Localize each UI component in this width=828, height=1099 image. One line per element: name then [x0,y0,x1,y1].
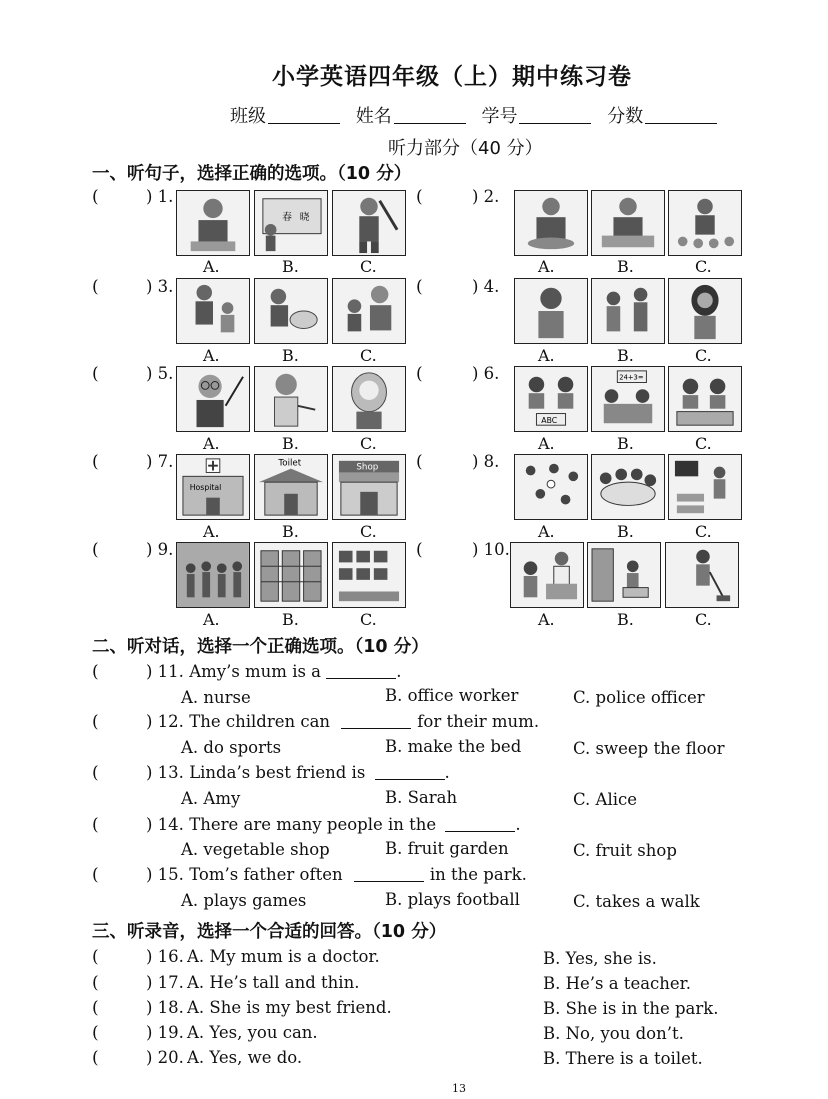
score-blank[interactable] [645,107,717,124]
option-a[interactable]: A. Yes, we do. [187,1048,303,1067]
option-label-b: B. [617,346,634,365]
q9-option-c-image[interactable] [332,542,406,608]
option-label-a: A. [538,522,555,541]
page-number: 13 [452,1082,466,1095]
student-info-line [230,102,727,128]
option-a[interactable]: A. plays games [181,891,307,910]
option-b[interactable]: B. Yes, she is. [543,949,657,968]
option-label-c: C. [360,522,377,541]
option-a[interactable]: A. He’s tall and thin. [187,973,360,992]
section-one-heading: 一、听句子，选择正确的选项。（10 分） [92,164,412,184]
option-label-b: B. [617,610,634,629]
option-a[interactable]: A. nurse [181,688,251,707]
question-number: ) 6. [472,364,500,383]
question-number: ) 11. [146,662,184,681]
answer-paren[interactable]: ( [92,364,99,384]
question-number: ) 10. [472,540,510,559]
q4-option-c-image[interactable] [668,278,742,344]
option-label-b: B. [617,434,634,453]
hospital-sign: Hospital [189,482,222,492]
option-label-c: C. [695,257,712,276]
option-label-c: C. [695,346,712,365]
answer-paren[interactable]: ( [92,1023,99,1043]
q7-option-b-image[interactable] [254,454,328,520]
answer-paren[interactable]: ( [92,973,99,993]
option-label-a: A. [538,257,555,276]
question-suffix: . [444,763,450,782]
id-label: 学号 [481,106,518,127]
option-label-b: B. [617,257,634,276]
name-label: 姓名 [355,106,392,127]
option-label-b: B. [282,257,299,276]
answer-paren[interactable]: ( [92,662,99,682]
answer-blank [341,714,411,729]
id-blank[interactable] [519,107,591,124]
q2-option-c-image[interactable] [668,190,742,256]
question-number: ) 12. [146,712,184,731]
option-c[interactable]: C. fruit shop [573,841,677,860]
option-b[interactable]: B. No, you don’t. [543,1024,684,1043]
option-label-c: C. [695,522,712,541]
q6-option-c-image[interactable] [668,366,742,432]
question-text [146,763,450,782]
option-a[interactable]: A. vegetable shop [181,840,330,859]
question-text [146,662,402,681]
toilet-sign: Toilet [278,458,302,469]
answer-paren[interactable]: ( [92,187,99,207]
q5-option-c-image[interactable] [332,366,406,432]
option-b[interactable]: B. She is in the park. [543,999,719,1018]
q1-option-c-image[interactable] [332,190,406,256]
question-number: ) 3. [146,277,174,296]
question-suffix: for their mum. [417,712,540,731]
q3-option-a-image[interactable] [176,278,250,344]
answer-paren[interactable]: ( [92,452,99,472]
option-label-c: C. [360,610,377,629]
option-c[interactable]: C. Alice [573,790,638,809]
q8-option-a-image[interactable] [514,454,588,520]
option-label-c: C. [360,346,377,365]
answer-paren[interactable]: ( [416,187,423,207]
q1-option-b-image[interactable] [254,190,328,256]
question-number: ) 17. [146,973,184,992]
question-number: ) 18. [146,998,184,1017]
option-label-b: B. [282,522,299,541]
q6-option-b-image[interactable] [591,366,665,432]
q10-option-b-image[interactable] [587,542,661,608]
answer-paren[interactable]: ( [416,540,423,560]
option-label-a: A. [538,610,555,629]
option-label-c: C. [695,610,712,629]
option-b[interactable]: B. office worker [385,686,519,705]
spring-character: 春 [282,212,292,224]
option-c[interactable]: C. takes a walk [573,892,700,911]
option-a[interactable]: A. Yes, you can. [187,1023,318,1042]
option-label-a: A. [203,346,220,365]
question-number: ) 1. [146,187,174,206]
shop-sign: Shop [356,462,379,473]
answer-blank [326,664,396,679]
answer-paren[interactable]: ( [416,452,423,472]
question-number: ) 13. [146,763,184,782]
option-b[interactable]: B. He’s a teacher. [543,974,691,993]
answer-paren[interactable]: ( [92,277,99,297]
class-blank[interactable] [268,107,340,124]
question-number: ) 19. [146,1023,184,1042]
option-label-a: A. [203,434,220,453]
option-b[interactable]: B. There is a toilet. [543,1049,703,1068]
q2-option-a-image[interactable] [514,190,588,256]
q5-option-b-image[interactable] [254,366,328,432]
score-label: 分数 [607,106,644,127]
q3-option-b-image[interactable] [254,278,328,344]
option-a[interactable]: A. do sports [181,738,282,757]
option-label-a: A. [203,257,220,276]
evening-character: 晓 [299,212,310,224]
q7-option-c-image[interactable] [332,454,406,520]
math-text: 24+3= [619,373,644,382]
q8-option-c-image[interactable] [668,454,742,520]
q9-option-a-image[interactable] [176,542,250,608]
q5-option-a-image[interactable] [176,366,250,432]
question-number: ) 8. [472,452,500,471]
question-number: ) 2. [472,187,500,206]
option-label-c: C. [695,434,712,453]
q9-option-b-image[interactable] [254,542,328,608]
q3-option-c-image[interactable] [332,278,406,344]
option-label-b: B. [282,434,299,453]
question-suffix: . [396,662,402,681]
option-c[interactable]: C. police officer [573,688,705,707]
option-b[interactable]: B. fruit garden [385,839,509,858]
question-number: ) 7. [146,452,174,471]
question-text [146,815,521,834]
option-label-b: B. [282,610,299,629]
answer-paren[interactable]: ( [92,815,99,835]
question-number: ) 16. [146,947,184,966]
option-label-b: B. [617,522,634,541]
option-label-a: A. [203,522,220,541]
question-prompt: Amy’s mum is a [189,662,322,681]
answer-paren[interactable]: ( [92,540,99,560]
question-number: ) 5. [146,364,174,383]
option-b[interactable]: B. make the bed [385,737,522,756]
q1-option-a-image[interactable] [176,190,250,256]
section-three-heading: 三、听录音，选择一个合适的回答。（10 分） [92,922,447,942]
option-b[interactable]: B. plays football [385,890,520,909]
answer-blank [354,867,424,882]
section-two-heading: 二、听对话，选择一个正确选项。（10 分） [92,637,429,657]
option-b[interactable]: B. Sarah [385,788,458,807]
question-number: ) 9. [146,540,174,559]
option-label-c: C. [360,434,377,453]
question-number: ) 4. [472,277,500,296]
option-label-c: C. [360,257,377,276]
question-suffix: in the park. [429,865,527,884]
answer-paren[interactable]: ( [92,998,99,1018]
answer-paren[interactable]: ( [92,865,99,885]
question-prompt: There are many people in the [189,815,437,834]
answer-blank [375,765,445,780]
question-prompt: The children can [189,712,331,731]
answer-paren[interactable]: ( [92,1048,99,1068]
q10-option-c-image[interactable] [665,542,739,608]
option-a[interactable]: A. My mum is a doctor. [187,947,380,966]
page-title: 小学英语四年级（上）期中练习卷 [272,64,632,90]
q8-option-b-image[interactable] [591,454,665,520]
answer-paren[interactable]: ( [416,364,423,384]
abc-text: ABC [541,416,558,426]
option-a[interactable]: A. She is my best friend. [187,998,392,1017]
option-a[interactable]: A. Amy [181,789,241,808]
question-prompt: Tom’s father often [189,865,343,884]
q4-option-b-image[interactable] [591,278,665,344]
answer-paren[interactable]: ( [92,712,99,732]
option-label-a: A. [203,610,220,629]
answer-paren[interactable]: ( [92,947,99,967]
question-text [146,712,539,731]
q6-option-a-image[interactable] [514,366,588,432]
q7-option-a-image[interactable] [176,454,250,520]
question-prompt: Linda’s best friend is [189,763,366,782]
q10-option-a-image[interactable] [510,542,584,608]
answer-paren[interactable]: ( [416,277,423,297]
q4-option-a-image[interactable] [514,278,588,344]
question-suffix: . [515,815,521,834]
class-label: 班级 [230,106,266,127]
option-c[interactable]: C. sweep the floor [573,739,725,758]
question-text [146,865,527,884]
answer-paren[interactable]: ( [92,763,99,783]
listening-title: 听力部分（40 分） [388,138,543,159]
answer-blank [445,817,515,832]
option-label-a: A. [538,346,555,365]
question-number: ) 14. [146,815,184,834]
name-blank[interactable] [394,107,466,124]
option-label-b: B. [282,346,299,365]
q2-option-b-image[interactable] [591,190,665,256]
question-number: ) 20. [146,1048,184,1067]
question-number: ) 15. [146,865,184,884]
option-label-a: A. [538,434,555,453]
